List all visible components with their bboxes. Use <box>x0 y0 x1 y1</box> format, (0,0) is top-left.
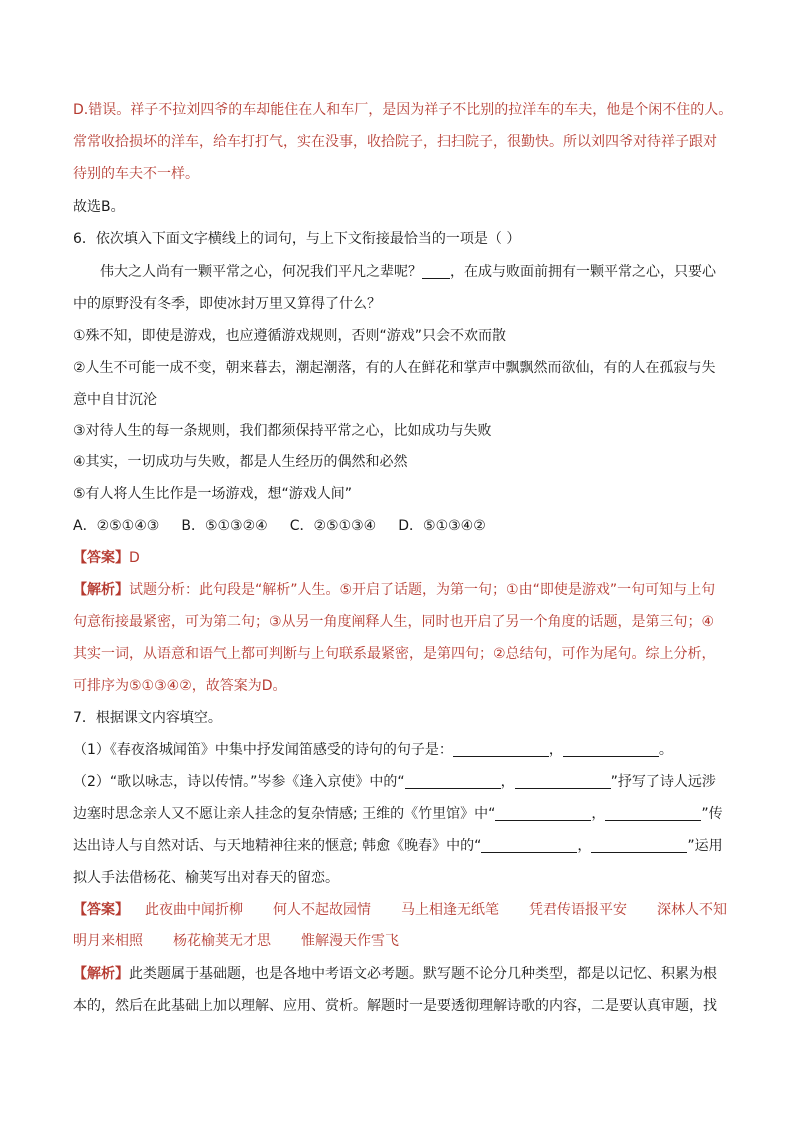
fill-blank <box>591 838 687 853</box>
answer-item: 何人不起故园情 <box>273 902 371 918</box>
question-7-part-2-line-2 <box>73 804 723 824</box>
option-4: ④其实，一切成功与失败，都是人生经历的偶然和必然 <box>73 454 408 470</box>
question-7-analysis-line-1 <box>73 964 717 984</box>
question-7-part-2-line-1 <box>73 772 716 792</box>
question-6-analysis-line-3: 其实一词，从语意和语气上都可判断与上句联系最紧密，是第四句；②总结句，可作为尾句。综上分析， <box>73 646 716 662</box>
part-1-text: （1）《春夜洛城闻笛》中集中抒发闻笛感受的诗句的句子是： <box>73 742 453 758</box>
option-5: ⑤有人将人生比作是一场游戏，想“游戏人间” <box>73 486 353 502</box>
answer-value: D <box>129 550 140 566</box>
fill-blank <box>495 806 591 821</box>
part-2-text-f: ”传 <box>701 806 723 822</box>
answer-label: 【答案】 <box>73 550 129 566</box>
question-7-part-2-line-4: 拟人手法借杨花、榆荚写出对春天的留恋。 <box>73 870 339 886</box>
explanation-line-3: 待别的车夫不一样。 <box>73 166 199 182</box>
answer-label: 【答案】 <box>73 902 129 918</box>
question-7-part-2-line-3 <box>73 836 723 856</box>
choice-a: A．②⑤①④③ <box>73 518 160 534</box>
question-6-passage-line-2: 中的原野没有冬季，即使冰封万里又算得了什么？ <box>73 296 381 312</box>
question-6-stem: 6．依次填入下面文字横线上的词句，与上下文衔接最恰当的一项是（ ） <box>73 231 521 247</box>
question-6-analysis-line-4: 可排序为⑤①③④②，故答案为D。 <box>73 678 287 694</box>
choice-b: B．⑤①③②④ <box>181 518 268 534</box>
part-2-comma: ， <box>591 806 606 822</box>
part-2-text-c: ”抒写了诗人远涉 <box>610 774 716 790</box>
question-7-stem: 7．根据课文内容填空。 <box>73 710 222 726</box>
part-1-period: 。 <box>658 742 673 758</box>
answer-item: 马上相逢无纸笔 <box>401 902 499 918</box>
fill-blank <box>453 742 549 757</box>
answer-item: 明月来相照 <box>73 933 143 949</box>
analysis-text: 试题分析：此句段是“解析”人生。⑤开启了话题，为第一句；①由“即使是游戏”一句可知与上句 <box>129 582 716 598</box>
part-2-text-i: ”运用 <box>687 838 723 854</box>
answer-item: 深林人不知 <box>657 902 727 918</box>
answer-item: 惟解漫天作雪飞 <box>301 933 399 949</box>
question-6-analysis-line-2: 句意衔接最紧密，可为第二句；③从另一角度阐释人生，同时也开启了另一个角度的话题，是第三句；④ <box>73 614 715 630</box>
part-2-text-d: 边塞时思念亲人又不愿让亲人挂念的复杂情感; 王维的《竹里馆》中“ <box>73 806 496 822</box>
answer-item: 此夜曲中闻折柳 <box>145 902 243 918</box>
question-7-analysis-line-2: 本的，然后在此基础上加以理解、应用、赏析。解题时一是要透彻理解诗歌的内容，二是要认真审题，找 <box>73 998 717 1014</box>
explanation-line-1: D.错误。祥子不拉刘四爷的车却能住在人和车厂，是因为祥子不比别的拉洋车的车夫，他是个闲不住的人。 <box>73 102 733 118</box>
passage-text-b: ，在成与败面前拥有一颗平常之心，只要心 <box>450 264 716 280</box>
analysis-text: 此类题属于基础题，也是各地中考语文必考题。默写题不论分几种类型，都是以记忆、积累为根 <box>129 966 717 982</box>
part-2-comma: ， <box>577 838 592 854</box>
fill-blank <box>605 806 701 821</box>
fill-blank <box>405 774 501 789</box>
part-1-comma: ， <box>548 742 563 758</box>
choice-row <box>73 516 486 536</box>
question-6-analysis-line-1 <box>73 580 715 600</box>
choice-c: C．②⑤①③④ <box>289 518 377 534</box>
question-6-passage-line-1 <box>100 262 716 282</box>
conclusion-line: 故选B。 <box>73 199 125 215</box>
question-7-part-1 <box>73 740 673 760</box>
explanation-line-2: 常常收拾损坏的洋车，给车打打气，实在没事，收拾院子，扫扫院子，很勤快。所以刘四爷对待祥子跟对 <box>73 134 717 150</box>
fill-blank <box>481 838 577 853</box>
fill-blank <box>563 742 659 757</box>
answer-item: 杨花榆荚无才思 <box>173 933 271 949</box>
choice-d: D．⑤①③④② <box>398 518 486 534</box>
answer-item: 凭君传语报平安 <box>529 902 627 918</box>
question-7-answer-line-2 <box>73 931 429 951</box>
part-2-text-a: （2）“歌以咏志，诗以传情。”岑参《逢入京使》中的“ <box>73 774 405 790</box>
part-2-comma: ， <box>500 774 515 790</box>
option-2-continued: 意中自甘沉沦 <box>73 392 157 408</box>
passage-blank <box>422 264 450 279</box>
passage-text-a: 伟大之人尚有一颗平常之心，何况我们平凡之辈呢？ <box>100 264 422 280</box>
question-6-answer <box>73 548 140 568</box>
analysis-label: 【解析】 <box>73 582 129 598</box>
fill-blank <box>515 774 611 789</box>
option-1: ①殊不知，即使是游戏，也应遵循游戏规则，否则“游戏”只会不欢而散 <box>73 328 507 344</box>
question-7-answer-line-1 <box>73 900 757 920</box>
option-3: ③对待人生的每一条规则，我们都须保持平常之心，比如成功与失败 <box>73 423 492 439</box>
part-2-text-g: 达出诗人与自然对话、与天地精神往来的惬意; 韩愈《晚春》中的“ <box>73 838 482 854</box>
analysis-label: 【解析】 <box>73 966 129 982</box>
option-2: ②人生不可能一成不变，朝来暮去，潮起潮落，有的人在鲜花和掌声中飘飘然而欲仙，有的人在孤寂与失 <box>73 360 716 376</box>
